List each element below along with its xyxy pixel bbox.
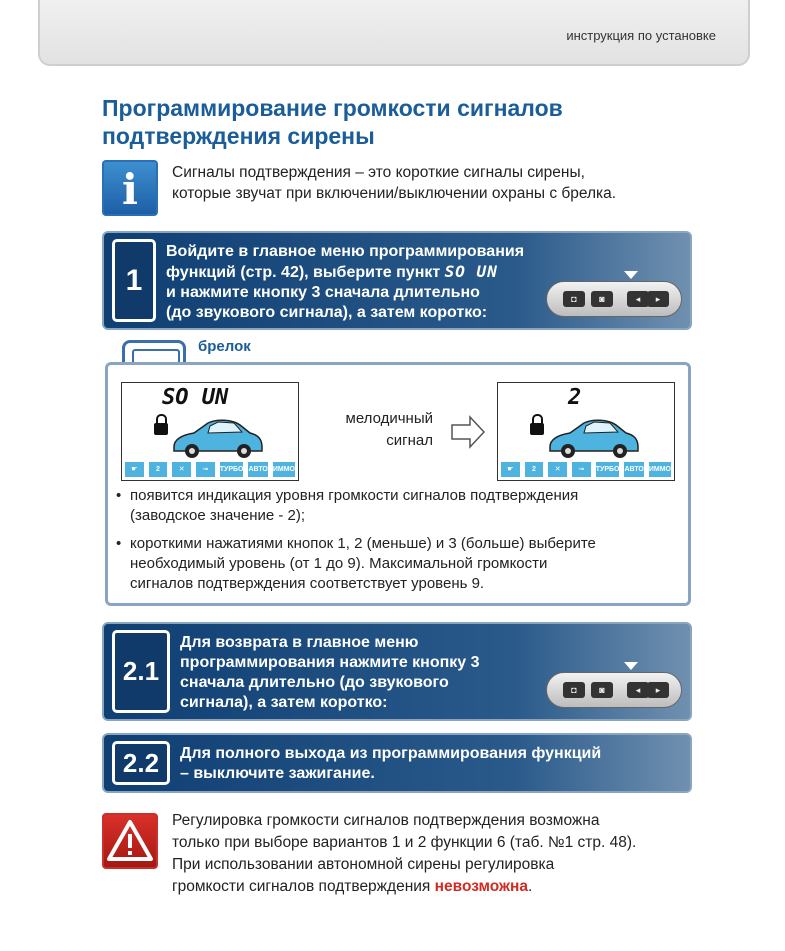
fob-button-left-icon: ◂ xyxy=(627,291,649,307)
bullet-item xyxy=(116,534,686,594)
bullet-2-line-1: • короткими нажатиями кнопок 1, 2 (меньше) и 3 (больше) выберите xyxy=(130,535,596,552)
step-2-2-line-2: – выключите зажигание. xyxy=(180,765,375,782)
step-1-line-1: Войдите в главное меню программирования xyxy=(166,243,525,260)
warning-line-4 xyxy=(172,876,732,898)
lcd-status-icons xyxy=(501,462,671,477)
info-line-1: Сигналы подтверждения – это короткие сигналы сирены, xyxy=(172,164,585,181)
lcd-screen-before xyxy=(121,382,299,481)
step-2-1-line-4: сигнала), а затем коротко: xyxy=(180,694,388,711)
lcd-status-icon: ИММО xyxy=(649,462,671,477)
step-1-line-3: и нажмите кнопку 3 сначала длительно xyxy=(166,284,480,301)
header-bar xyxy=(38,0,750,66)
melodic-line-2: сигнал xyxy=(386,432,433,449)
warning-line-3: При использовании автономной сирены регулировка xyxy=(172,856,555,873)
lcd-status-icon: ⊸ xyxy=(572,462,591,477)
fob-button-2-icon: ◙ xyxy=(591,682,613,698)
warning-triangle-icon xyxy=(102,813,158,869)
step-2-2-number: 2.2 xyxy=(112,741,170,785)
warning-line-4-suffix: . xyxy=(528,878,533,895)
lcd-status-icons xyxy=(125,462,295,477)
lcd-status-icon: ИММО xyxy=(273,462,295,477)
fob-button-1-icon: ◘ xyxy=(563,682,585,698)
step-2-2-line-1: Для полного выхода из программирования функций xyxy=(180,745,602,762)
step-2-1-text xyxy=(180,633,480,713)
lcd-status-icon: ☛ xyxy=(501,462,520,477)
lcd-status-icon: 2 xyxy=(525,462,544,477)
info-text xyxy=(172,162,616,204)
step-2-1-line-2: программирования нажмите кнопку 3 xyxy=(180,654,480,671)
step-1-line-2 xyxy=(166,262,524,283)
fob-label: брелок xyxy=(198,338,251,355)
lcd-status-icon: ⊸ xyxy=(196,462,215,477)
warning-line-2: только при выборе вариантов 1 и 2 функции 6 (таб. №1 стр. 48). xyxy=(172,834,637,851)
lock-icon xyxy=(154,423,168,435)
lcd-code-left: SO UN xyxy=(162,385,229,410)
fob-pointer-arrow-icon xyxy=(624,271,638,279)
lcd-status-icon: ☛ xyxy=(125,462,144,477)
step-2-1-number: 2.1 xyxy=(112,630,170,713)
step-1-text xyxy=(166,242,524,323)
key-fob-image xyxy=(546,672,682,708)
fob-button-1-icon: ◘ xyxy=(563,291,585,307)
step-1-lcd-code: SO UN xyxy=(444,262,498,281)
car-icon xyxy=(544,417,640,459)
step-1-line-4: (до звукового сигнала), а затем коротко: xyxy=(166,304,488,321)
instruction-bullets xyxy=(116,486,686,602)
melodic-signal-label xyxy=(323,408,433,452)
lcd-status-icon: ТУРБО xyxy=(220,462,244,477)
lcd-status-icon: 2 xyxy=(149,462,168,477)
info-line-2: которые звучат при включении/выключении охраны с брелка. xyxy=(172,185,617,202)
bullet-item xyxy=(116,486,686,526)
key-fob-image xyxy=(546,281,682,317)
bullet-2-line-2: необходимый уровень (от 1 до 9). Максимальной громкости xyxy=(130,555,548,572)
info-icon: i xyxy=(102,160,158,216)
lcd-status-icon: АВТО xyxy=(248,462,267,477)
warning-line-1: Регулировка громкости сигналов подтверждения возможна xyxy=(172,812,600,829)
melodic-line-1: мелодичный xyxy=(345,410,433,427)
step-1-line-2-prefix: функций (стр. 42), выберите пункт xyxy=(166,264,441,281)
step-2-1-line-1: Для возврата в главное меню xyxy=(180,634,419,651)
warning-line-4-prefix: громкости сигналов подтверждения xyxy=(172,878,431,895)
fob-pointer-arrow-icon xyxy=(624,662,638,670)
step-1-box xyxy=(102,231,692,330)
title-line-1: Программирование громкости сигналов xyxy=(102,95,563,121)
warning-emphasis: невозможна xyxy=(434,878,529,895)
lock-icon xyxy=(530,423,544,435)
fob-button-right-icon: ▸ xyxy=(647,682,669,698)
step-1-number: 1 xyxy=(112,239,156,322)
step-2-2-box xyxy=(102,733,692,793)
title-line-2: подтверждения сирены xyxy=(102,123,375,149)
bullet-1-line-2: (заводское значение - 2); xyxy=(130,507,306,524)
lcd-code-right: 2 xyxy=(568,385,582,410)
doc-label: инструкция по установке xyxy=(566,28,716,43)
fob-button-2-icon: ◙ xyxy=(591,291,613,307)
lcd-screen-after xyxy=(497,382,675,481)
step-2-2-text xyxy=(180,744,601,784)
warning-text xyxy=(172,810,732,898)
page-title xyxy=(102,94,702,150)
bullet-1-line-1: • появится индикация уровня громкости сигналов подтверждения xyxy=(130,487,579,504)
bullet-2-line-3: сигналов подтверждения соответствует уровень 9. xyxy=(130,575,485,592)
lcd-status-icon: ✕ xyxy=(548,462,567,477)
fob-button-left-icon: ◂ xyxy=(627,682,649,698)
arrow-right-icon xyxy=(450,414,486,450)
lcd-status-icon: ТУРБО xyxy=(596,462,620,477)
step-2-1-box xyxy=(102,622,692,721)
lcd-status-icon: АВТО xyxy=(624,462,643,477)
lcd-status-icon: ✕ xyxy=(172,462,191,477)
step-2-1-line-3: сначала длительно (до звукового xyxy=(180,674,449,691)
car-icon xyxy=(168,417,264,459)
fob-button-right-icon: ▸ xyxy=(647,291,669,307)
